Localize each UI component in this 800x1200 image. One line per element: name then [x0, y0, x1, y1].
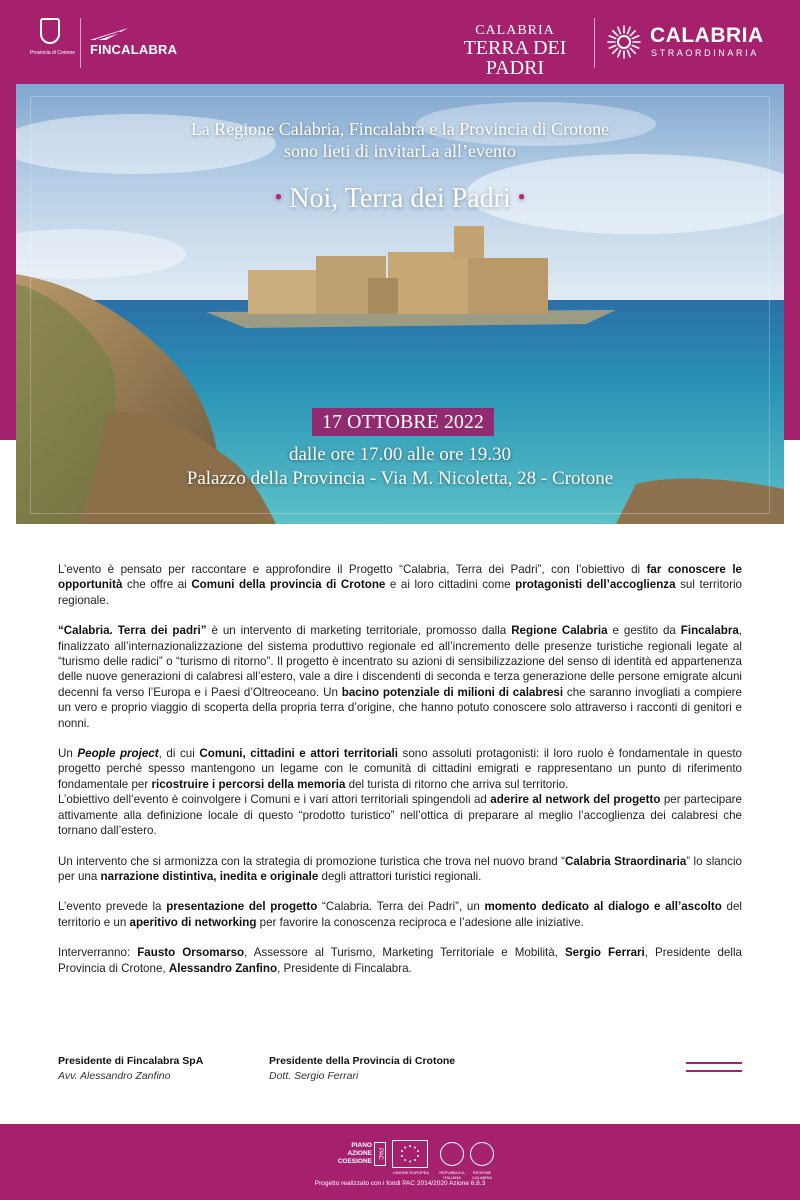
signature-name: Avv. Alessandro Zanfino	[58, 1070, 171, 1082]
fincalabra-wing-icon	[90, 27, 130, 41]
terra-dei-padri-logo	[440, 24, 590, 78]
republic-label: REPUBBLICA ITALIANA	[439, 1170, 465, 1180]
paragraph-project: “Calabria. Terra dei padri” è un intervento di marketing territoriale, promosso dalla Regione Calabria e gestito da Fincalabra, finalizzato all’internazionalizzazione del sistema produttivo regionale ed all’incremento delle presenze turistiche regionali legate al “turismo delle radici” o “turismo di ritorno”. Il progetto è incentrato su azioni di sensibilizzazione del senso di identità ed appartenenza delle nuove generazioni di calabresi all’estero, vale a dire i discendenti di seconda e terza generazione delle persone emigrate alcuni decenni fa verso l’Europa e i Paesi d’Oltreoceano. Un bacino potenziale di milioni di calabresi che saranno invogliati a compiere un vero e proprio viaggio di scoperta della propria terra d’origine, che hanno potuto conoscere solo attraverso i racconti di genitori e nonni.	[58, 624, 743, 730]
emphasis: protagonisti dell’accoglienza	[515, 578, 676, 592]
emphasis: Sergio Ferrari	[564, 946, 645, 960]
emphasis: Alessandro Zanfino	[168, 961, 278, 975]
region-emblem-icon	[470, 1142, 494, 1166]
emphasis: momento dedicato al dialogo e all’ascolto	[484, 900, 722, 914]
emphasis: aderire al network del progetto	[490, 793, 661, 807]
signature-fincalabra	[58, 1054, 203, 1084]
signature-provincia	[269, 1054, 455, 1084]
paragraph-people-project: Un People project, di cui Comuni, cittadini e attori territoriali sono assoluti protagonisti: il loro ruolo è fondamentale in questo progetto perché spesso mantengono un legame con le comunità di cittadini emigrati e rappresentano un punto di riferimento fondamentale per ricostruire i percorsi della memoria del turista di ritorno che arriva sul territorio.	[58, 747, 742, 791]
event-time: dalle ore 17.00 alle ore 19.30	[288, 444, 512, 465]
emphasis: narrazione distintiva, inedita e originale	[100, 869, 319, 883]
invite-line2: sono lieti di invitarLa all’evento	[284, 141, 516, 161]
paragraph-speakers: Interverranno: Fausto Orsomarso, Assessore al Turismo, Marketing Territoriale e Mobilità, Sergio Ferrari, Presidente della Provincia di Crotone, Alessandro Zanfino, Presidente di Fincalabra.	[58, 946, 742, 975]
emphasis: bacino potenziale di milioni di calabresi	[341, 685, 564, 699]
signature-role: Presidente della Provincia di Crotone	[269, 1055, 456, 1067]
event-date: 17 OTTOBRE 2022	[312, 408, 494, 436]
hero-banner	[16, 84, 784, 524]
republic-emblem-icon	[440, 1142, 464, 1166]
decorative-lines	[686, 1062, 742, 1078]
emphasis: “Calabria. Terra dei padri”	[58, 624, 207, 638]
tdp-logo-line1: CALABRIA	[475, 23, 555, 38]
event-title-text: Noi, Terra dei Padri	[289, 183, 511, 214]
emphasis: Fincalabra	[680, 624, 739, 638]
province-crest-logo	[30, 18, 76, 68]
tdp-logo-line2: TERRA DEI PADRI	[463, 37, 567, 79]
paragraph-brand: Un intervento che si armonizza con la strategia di promozione turistica che trova nel nuovo brand “Calabria Straordinaria” lo slancio per una narrazione distintiva, inedita e originale degli attrattori turistici regionali.	[58, 854, 742, 883]
emphasis: People project	[77, 747, 159, 761]
crest-icon	[40, 18, 60, 44]
cs-logo-subtitle: STRAORDINARIA	[651, 48, 759, 58]
crest-label: Provincia di Crotone	[30, 50, 76, 56]
logo-divider	[80, 18, 81, 68]
emphasis: presentazione del progetto	[166, 900, 318, 914]
paragraph-program: L’evento prevede la presentazione del progetto “Calabria. Terra dei Padri”, un momento dedicato al dialogo e all’ascolto del territorio e un aperitivo di networking per favorire la conoscenza reciproca e l’adesione alle iniziative.	[58, 900, 742, 929]
paragraph-intro: L’evento è pensato per raccontare e approfondire il Progetto “Calabria, Terra dei Padri”, con l’obiettivo di far conoscere le opportunità che offre ai Comuni della provincia di Crotone e ai loro cittadini come protagonisti dell’accoglienza sul territorio regionale.	[58, 563, 742, 607]
paragraph-objective: L’obiettivo dell’evento è coinvolgere i Comuni e i vari attori territoriali spingendoli ad aderire al network del progetto per partecipare attivamente alla definizione locale di questo “prodotto turistico” nell’ottica di preparare al meglio l’accoglienza dei calabresi che tornano dall’estero.	[58, 793, 742, 838]
region-label: REGIONE CALABRIA	[472, 1170, 492, 1180]
bullet-dot-icon: •	[274, 184, 283, 209]
pac-logo	[316, 1142, 372, 1166]
invite-text	[16, 118, 784, 162]
emphasis: Calabria Straordinaria	[564, 854, 687, 868]
event-description	[58, 562, 742, 991]
emphasis: ricostruire i percorsi della memoria	[151, 777, 346, 791]
emphasis: aperitivo di networking	[129, 915, 257, 929]
pac-badge: PAC	[374, 1142, 386, 1166]
logo-bar	[0, 0, 800, 82]
eu-label: UNIONE EUROPEA	[392, 1170, 430, 1175]
footer-band	[0, 1124, 800, 1200]
emphasis: Comuni, cittadini e attori territoriali	[199, 747, 398, 761]
event-title	[16, 183, 784, 215]
sun-icon	[606, 24, 642, 60]
emphasis: Fausto Orsomarso	[137, 946, 245, 960]
decorative-line	[686, 1062, 742, 1064]
decorative-line	[686, 1070, 742, 1072]
pac-label: COESIONE	[337, 1158, 372, 1165]
signature-role: Presidente di Fincalabra SpA	[58, 1055, 204, 1067]
eu-flag-icon	[392, 1140, 428, 1168]
pac-label: PIANO	[351, 1142, 372, 1149]
signature-name: Dott. Sergio Ferrari	[269, 1070, 359, 1082]
bullet-dot-icon: •	[517, 184, 526, 209]
fincalabra-wordmark: FINCALABRA	[90, 42, 178, 57]
fincalabra-logo	[90, 27, 177, 57]
emphasis: Comuni della provincia di Crotone	[191, 578, 386, 592]
cs-logo-title: CALABRIA	[650, 24, 764, 47]
pac-label: AZIONE	[347, 1150, 372, 1157]
logo-divider	[594, 18, 595, 68]
funding-caption: Progetto realizzato con i fondi PAC 2014/2020 Azione 6.8.3	[314, 1180, 486, 1187]
emphasis: far conoscere le opportunità	[58, 563, 742, 592]
emphasis: Regione Calabria	[511, 624, 608, 638]
invite-line1: La Regione Calabria, Fincalabra e la Provincia di Crotone	[190, 119, 610, 139]
event-place: Palazzo della Provincia - Via M. Nicoletta, 28 - Crotone	[186, 468, 614, 489]
